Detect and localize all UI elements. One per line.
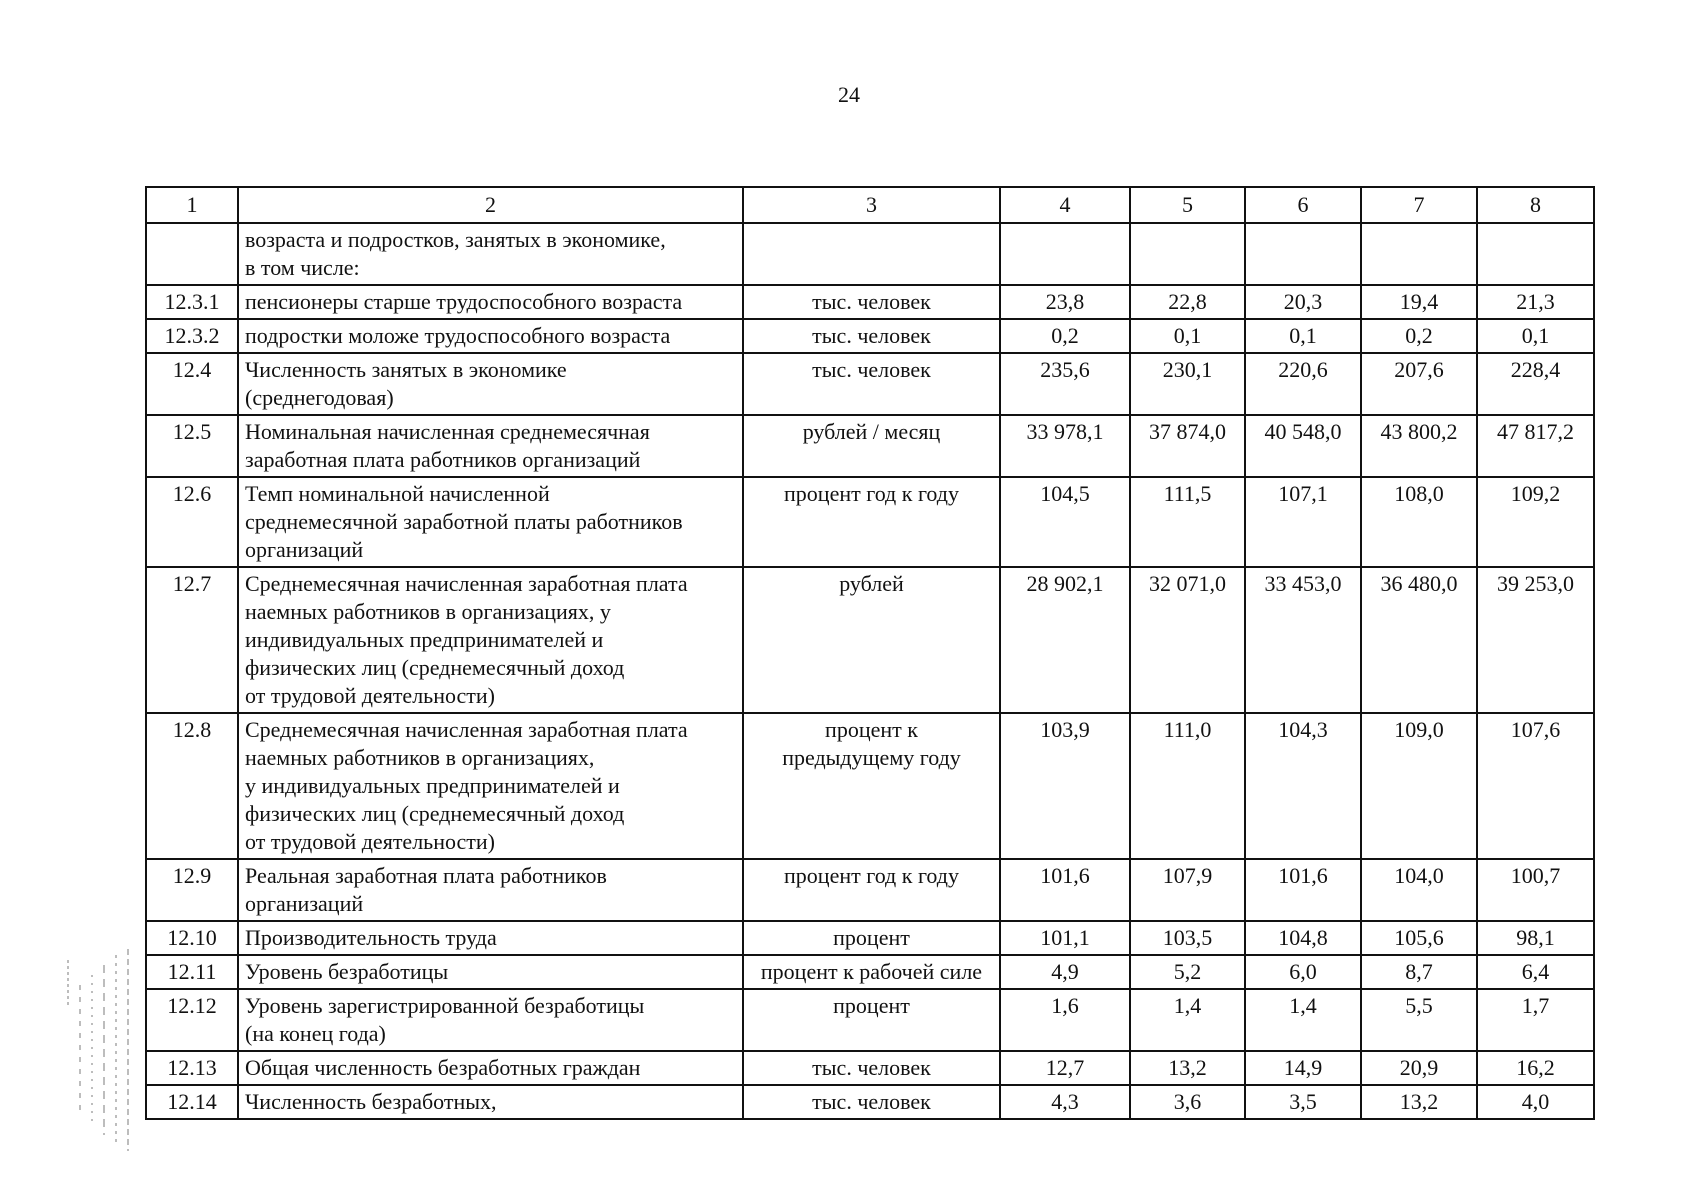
value-cell: 28 902,1	[1000, 567, 1130, 713]
unit-cell: рублей	[743, 567, 1000, 713]
row-number-cell: 12.12	[146, 989, 238, 1051]
header-cell: 1	[146, 187, 238, 223]
table-row	[146, 319, 1594, 353]
value-cell: 6,4	[1477, 955, 1594, 989]
archive-stamp-marks	[58, 945, 138, 1155]
row-number-cell: 12.8	[146, 713, 238, 859]
unit-cell: тыс. человек	[743, 1085, 1000, 1119]
value-cell	[1130, 223, 1245, 285]
indicator-name-cell: Общая численность безработных граждан	[238, 1051, 743, 1085]
row-number-cell: 12.3.2	[146, 319, 238, 353]
value-cell: 228,4	[1477, 353, 1594, 415]
table-row	[146, 567, 1594, 713]
row-number-cell	[146, 223, 238, 285]
value-cell: 107,9	[1130, 859, 1245, 921]
table-row	[146, 285, 1594, 319]
value-cell: 37 874,0	[1130, 415, 1245, 477]
value-cell: 36 480,0	[1361, 567, 1477, 713]
value-cell: 1,6	[1000, 989, 1130, 1051]
unit-cell	[743, 223, 1000, 285]
unit-cell: процент к рабочей силе	[743, 955, 1000, 989]
value-cell: 22,8	[1130, 285, 1245, 319]
header-row	[146, 187, 1594, 223]
value-cell: 103,9	[1000, 713, 1130, 859]
table-row	[146, 477, 1594, 567]
indicator-name-cell: Среднемесячная начисленная заработная плата наемных работников в организациях, у индивидуальных предпринимателей и физических лиц (среднемесячный доход от трудовой деятельности)	[238, 713, 743, 859]
row-number-cell: 12.10	[146, 921, 238, 955]
table-row	[146, 353, 1594, 415]
row-number-cell: 12.14	[146, 1085, 238, 1119]
indicator-name-cell: Реальная заработная плата работников организаций	[238, 859, 743, 921]
row-number-cell: 12.6	[146, 477, 238, 567]
table-row	[146, 1085, 1594, 1119]
value-cell: 98,1	[1477, 921, 1594, 955]
row-number-cell: 12.13	[146, 1051, 238, 1085]
value-cell: 4,9	[1000, 955, 1130, 989]
table-body	[146, 223, 1594, 1119]
value-cell: 0,1	[1245, 319, 1361, 353]
value-cell: 20,3	[1245, 285, 1361, 319]
indicator-name-cell: Уровень безработицы	[238, 955, 743, 989]
value-cell: 33 453,0	[1245, 567, 1361, 713]
value-cell: 4,0	[1477, 1085, 1594, 1119]
unit-cell: процент	[743, 921, 1000, 955]
indicator-name-cell: Среднемесячная начисленная заработная плата наемных работников в организациях, у индивидуальных предпринимателей и физических лиц (среднемесячный доход от трудовой деятельности)	[238, 567, 743, 713]
table-row	[146, 989, 1594, 1051]
row-number-cell: 12.5	[146, 415, 238, 477]
indicator-name-cell: пенсионеры старше трудоспособного возраста	[238, 285, 743, 319]
value-cell: 21,3	[1477, 285, 1594, 319]
header-cell: 4	[1000, 187, 1130, 223]
unit-cell: тыс. человек	[743, 285, 1000, 319]
value-cell: 109,0	[1361, 713, 1477, 859]
value-cell: 207,6	[1361, 353, 1477, 415]
value-cell: 23,8	[1000, 285, 1130, 319]
value-cell: 101,6	[1245, 859, 1361, 921]
value-cell: 40 548,0	[1245, 415, 1361, 477]
value-cell: 101,1	[1000, 921, 1130, 955]
table-row	[146, 713, 1594, 859]
indicator-name-cell: Численность занятых в экономике (среднегодовая)	[238, 353, 743, 415]
value-cell: 47 817,2	[1477, 415, 1594, 477]
unit-cell: процент к предыдущему году	[743, 713, 1000, 859]
value-cell: 220,6	[1245, 353, 1361, 415]
value-cell: 32 071,0	[1130, 567, 1245, 713]
value-cell: 230,1	[1130, 353, 1245, 415]
value-cell: 107,1	[1245, 477, 1361, 567]
value-cell: 8,7	[1361, 955, 1477, 989]
indicator-name-cell: Численность безработных,	[238, 1085, 743, 1119]
value-cell: 5,2	[1130, 955, 1245, 989]
indicator-name-cell: возраста и подростков, занятых в экономике, в том числе:	[238, 223, 743, 285]
header-cell: 8	[1477, 187, 1594, 223]
indicator-name-cell: Номинальная начисленная среднемесячная заработная плата работников организаций	[238, 415, 743, 477]
value-cell: 5,5	[1361, 989, 1477, 1051]
value-cell: 0,2	[1361, 319, 1477, 353]
indicator-name-cell: подростки моложе трудоспособного возраста	[238, 319, 743, 353]
value-cell: 39 253,0	[1477, 567, 1594, 713]
value-cell: 3,6	[1130, 1085, 1245, 1119]
value-cell: 13,2	[1130, 1051, 1245, 1085]
table-row	[146, 1051, 1594, 1085]
value-cell: 111,5	[1130, 477, 1245, 567]
value-cell: 104,8	[1245, 921, 1361, 955]
value-cell: 16,2	[1477, 1051, 1594, 1085]
value-cell: 108,0	[1361, 477, 1477, 567]
table-row	[146, 921, 1594, 955]
row-number-cell: 12.4	[146, 353, 238, 415]
value-cell: 104,3	[1245, 713, 1361, 859]
value-cell: 109,2	[1477, 477, 1594, 567]
unit-cell: рублей / месяц	[743, 415, 1000, 477]
value-cell: 1,4	[1245, 989, 1361, 1051]
value-cell: 1,4	[1130, 989, 1245, 1051]
indicator-name-cell: Темп номинальной начисленной среднемесячной заработной платы работников организаций	[238, 477, 743, 567]
table-row	[146, 859, 1594, 921]
value-cell: 0,2	[1000, 319, 1130, 353]
header-cell: 7	[1361, 187, 1477, 223]
value-cell: 0,1	[1477, 319, 1594, 353]
header-cell: 2	[238, 187, 743, 223]
indicator-name-cell: Производительность труда	[238, 921, 743, 955]
value-cell: 0,1	[1130, 319, 1245, 353]
value-cell	[1361, 223, 1477, 285]
value-cell: 3,5	[1245, 1085, 1361, 1119]
unit-cell: процент год к году	[743, 859, 1000, 921]
value-cell: 104,0	[1361, 859, 1477, 921]
value-cell: 13,2	[1361, 1085, 1477, 1119]
value-cell: 20,9	[1361, 1051, 1477, 1085]
value-cell: 101,6	[1000, 859, 1130, 921]
unit-cell: тыс. человек	[743, 353, 1000, 415]
page-number: 24	[838, 82, 860, 107]
unit-cell: тыс. человек	[743, 319, 1000, 353]
value-cell: 105,6	[1361, 921, 1477, 955]
value-cell	[1477, 223, 1594, 285]
unit-cell: тыс. человек	[743, 1051, 1000, 1085]
value-cell: 12,7	[1000, 1051, 1130, 1085]
value-cell: 103,5	[1130, 921, 1245, 955]
unit-cell: процент	[743, 989, 1000, 1051]
value-cell: 100,7	[1477, 859, 1594, 921]
indicator-name-cell: Уровень зарегистрированной безработицы (на конец года)	[238, 989, 743, 1051]
row-number-cell: 12.3.1	[146, 285, 238, 319]
header-cell: 6	[1245, 187, 1361, 223]
header-cell: 3	[743, 187, 1000, 223]
row-number-cell: 12.7	[146, 567, 238, 713]
table-row	[146, 223, 1594, 285]
table-row	[146, 415, 1594, 477]
value-cell	[1245, 223, 1361, 285]
row-number-cell: 12.9	[146, 859, 238, 921]
indicators-table	[145, 186, 1595, 1120]
value-cell: 43 800,2	[1361, 415, 1477, 477]
header-cell: 5	[1130, 187, 1245, 223]
unit-cell: процент год к году	[743, 477, 1000, 567]
value-cell: 104,5	[1000, 477, 1130, 567]
row-number-cell: 12.11	[146, 955, 238, 989]
value-cell: 33 978,1	[1000, 415, 1130, 477]
value-cell: 4,3	[1000, 1085, 1130, 1119]
value-cell: 235,6	[1000, 353, 1130, 415]
value-cell: 14,9	[1245, 1051, 1361, 1085]
value-cell: 111,0	[1130, 713, 1245, 859]
value-cell: 1,7	[1477, 989, 1594, 1051]
value-cell: 19,4	[1361, 285, 1477, 319]
value-cell	[1000, 223, 1130, 285]
table-row	[146, 955, 1594, 989]
value-cell: 107,6	[1477, 713, 1594, 859]
value-cell: 6,0	[1245, 955, 1361, 989]
